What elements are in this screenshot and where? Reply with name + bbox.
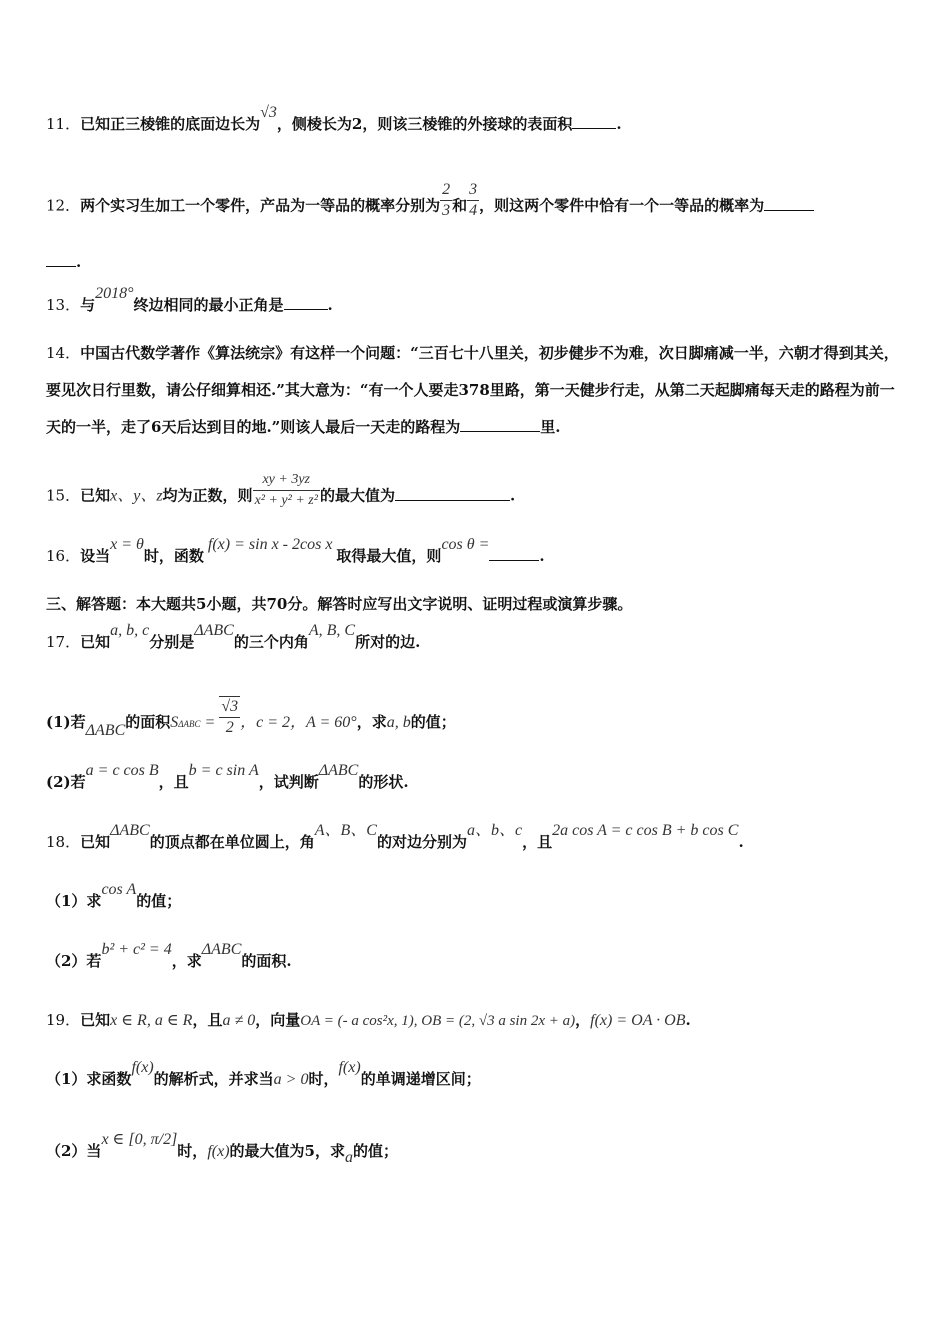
question-11: 11．已知正三棱锥的底面边长为√3，侧棱长为2，则该三棱锥的外接球的表面积 . (46, 104, 622, 133)
question-18-part-2: （2）若b² + c² = 4，求ΔABC的面积. (46, 941, 292, 970)
question-12: 12．两个实习生加工一个零件，产品为一等品的概率分别为 $\frac{2}{3}$ 和 $\frac{3}{4}$ ，则这两个零件中恰有一个一等品的概率为 (46, 186, 908, 227)
answer-blank[interactable] (764, 196, 814, 211)
answer-blank-cont[interactable] (46, 252, 76, 267)
fraction: $\frac{√3}{2}$ (221, 698, 239, 736)
question-15: 15．已知x、y、z均为正数，则 $\frac{xy + 3yz}{\text{x² + y² + z²}}$ 的最大值为 . (46, 476, 908, 517)
answer-blank[interactable] (489, 546, 539, 561)
question-17-part-1: (1)若ΔABC的面积SΔABC = $\frac{√3}{2}$ ，c = 2，A = 60°，求a, b的值； (46, 698, 456, 739)
math-angle: 2018° (95, 285, 134, 302)
fraction: $\frac{3}{4}$ (469, 181, 478, 219)
math-sqrt3: √3 (260, 104, 277, 121)
question-18: 18．已知ΔABC的顶点都在单位圆上，角A、B、C的对边分别为a、b、c，且2a cos A = c cos B + b cos C. (46, 822, 744, 851)
answer-blank[interactable] (460, 417, 540, 432)
question-19-part-1: （1）求函数f(x)的解析式，并求当a > 0时，f(x)的单调递增区间； (46, 1059, 481, 1088)
question-12-cont: . (46, 252, 908, 272)
answer-blank[interactable] (572, 114, 616, 129)
question-19: 19．已知x ∈ R, a ∈ R，且a ≠ 0，向量OA = (- a cos²x, 1), OB = (2, √3 a sin 2x + a)，f(x) = OA · OB. (46, 1011, 691, 1029)
answer-blank[interactable] (395, 486, 510, 501)
question-16: 16．设当x = θ时，函数f(x) = sin x - 2cos x取得最大值，则cos θ =. (46, 536, 545, 565)
question-14: 14．中国古代数学著作《算法统宗》有这样一个问题：“三百七十八里关，初步健步不为难，次日脚痛减一半，六朝才得到其关，要见次日行里数，请公仔细算相还.”其大意为：“有一个人要走378里路，第一天健步行走，从第二天起脚痛每天走的路程为前一天的一半，走了6天后达到目的地.”则该人最后一天走的路程为 里. (46, 344, 899, 436)
answer-blank[interactable] (284, 295, 328, 310)
question-number: 11． (46, 115, 81, 133)
fraction: $\frac{xy + 3yz}{\text{x² + y² + z²}}$ (253, 470, 320, 511)
fraction: $\frac{2}{3}$ (442, 181, 451, 219)
question-17: 17．已知a, b, c分别是ΔABC的三个内角A, B, C所对的边. (46, 622, 421, 651)
question-13: 13．与2018°终边相同的最小正角是 . (46, 285, 333, 314)
question-19-part-2: （2）当x ∈ [0, π/2]时，f(x)的最大值为5，求a的值； (46, 1131, 398, 1166)
question-17-part-2: (2)若a = c cos B，且b = c sin A，试判断ΔABC的形状. (46, 762, 409, 791)
question-18-part-1: （1）求cos A的值； (46, 881, 182, 910)
section-heading: 三、解答题：本大题共5小题，共70分。解答时应写出文字说明、证明过程或演算步骤。 (46, 595, 633, 613)
